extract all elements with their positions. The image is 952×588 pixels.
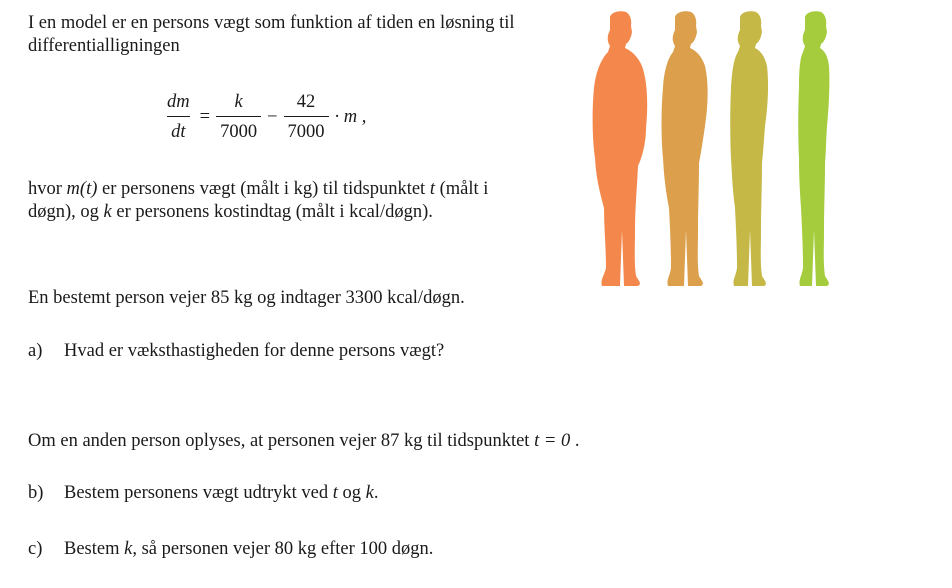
desc-text-2: er personens vægt (målt i kg) til tidspunktet <box>97 179 430 199</box>
denominator-7000-b: 7000 <box>284 116 329 143</box>
denominator-7000: 7000 <box>216 116 261 143</box>
silhouette-3-shape <box>730 11 768 286</box>
fraction-k-7000 <box>216 92 261 143</box>
times-m: · m , <box>334 107 367 127</box>
question-b-text-3: . <box>373 483 379 503</box>
equals-sign: = <box>199 107 211 127</box>
question-b <box>28 482 378 505</box>
question-c <box>28 538 433 561</box>
minus-sign: − <box>267 107 278 127</box>
question-b-label: b) <box>28 483 44 503</box>
var-k: k <box>103 202 112 222</box>
numerator-42: 42 <box>296 92 316 112</box>
intro-text: I en model er en persons vægt som funktion af tiden en løsning til differentialligningen <box>28 13 515 56</box>
weight-loss-silhouettes <box>580 8 855 293</box>
denominator-dt: dt <box>167 116 189 143</box>
differential-equation <box>160 92 369 143</box>
var-m-of-t: m(t) <box>66 179 98 199</box>
question-b-var-k: k <box>365 483 374 503</box>
desc-text-1: hvor <box>28 179 67 199</box>
question-a-label: a) <box>28 341 43 361</box>
other-person-statement <box>28 430 748 453</box>
question-c-var-k: k <box>124 539 133 559</box>
question-b-text-2: og <box>337 483 366 503</box>
numerator-dm: dm <box>167 92 190 112</box>
question-a-text: Hvad er væksthastigheden for denne persons vægt? <box>64 341 445 361</box>
silhouette-4-icon <box>775 8 855 293</box>
silhouette-4-shape <box>798 11 829 286</box>
variable-description <box>28 178 498 224</box>
question-c-text-1: Bestem <box>64 539 125 559</box>
desc-text-4: er personens kostindtag (målt i kcal/døgn). <box>111 202 433 222</box>
question-c-text-2: , så personen vejer 80 kg efter 100 døgn. <box>132 539 434 559</box>
other-end: . <box>570 431 580 451</box>
condition-t-zero: t = 0 <box>534 431 571 451</box>
desc-text-3: (målt i døgn), og <box>28 179 489 222</box>
var-t: t <box>429 179 435 199</box>
silhouette-2-shape <box>662 11 708 286</box>
numerator-k: k <box>234 92 243 112</box>
question-c-label: c) <box>28 539 43 559</box>
fraction-42-7000 <box>284 92 329 143</box>
question-a <box>28 340 444 363</box>
question-b-var-t: t <box>332 483 338 503</box>
other-text: Om en anden person oplyses, at personen vejer 87 kg til tidspunktet <box>28 431 535 451</box>
fraction-dm-dt <box>163 92 194 143</box>
person-statement: En bestemt person vejer 85 kg og indtager 3300 kcal/døgn. <box>28 288 465 308</box>
question-b-text-1: Bestem personens vægt udtrykt ved <box>64 483 333 503</box>
silhouette-1-shape <box>593 11 648 286</box>
